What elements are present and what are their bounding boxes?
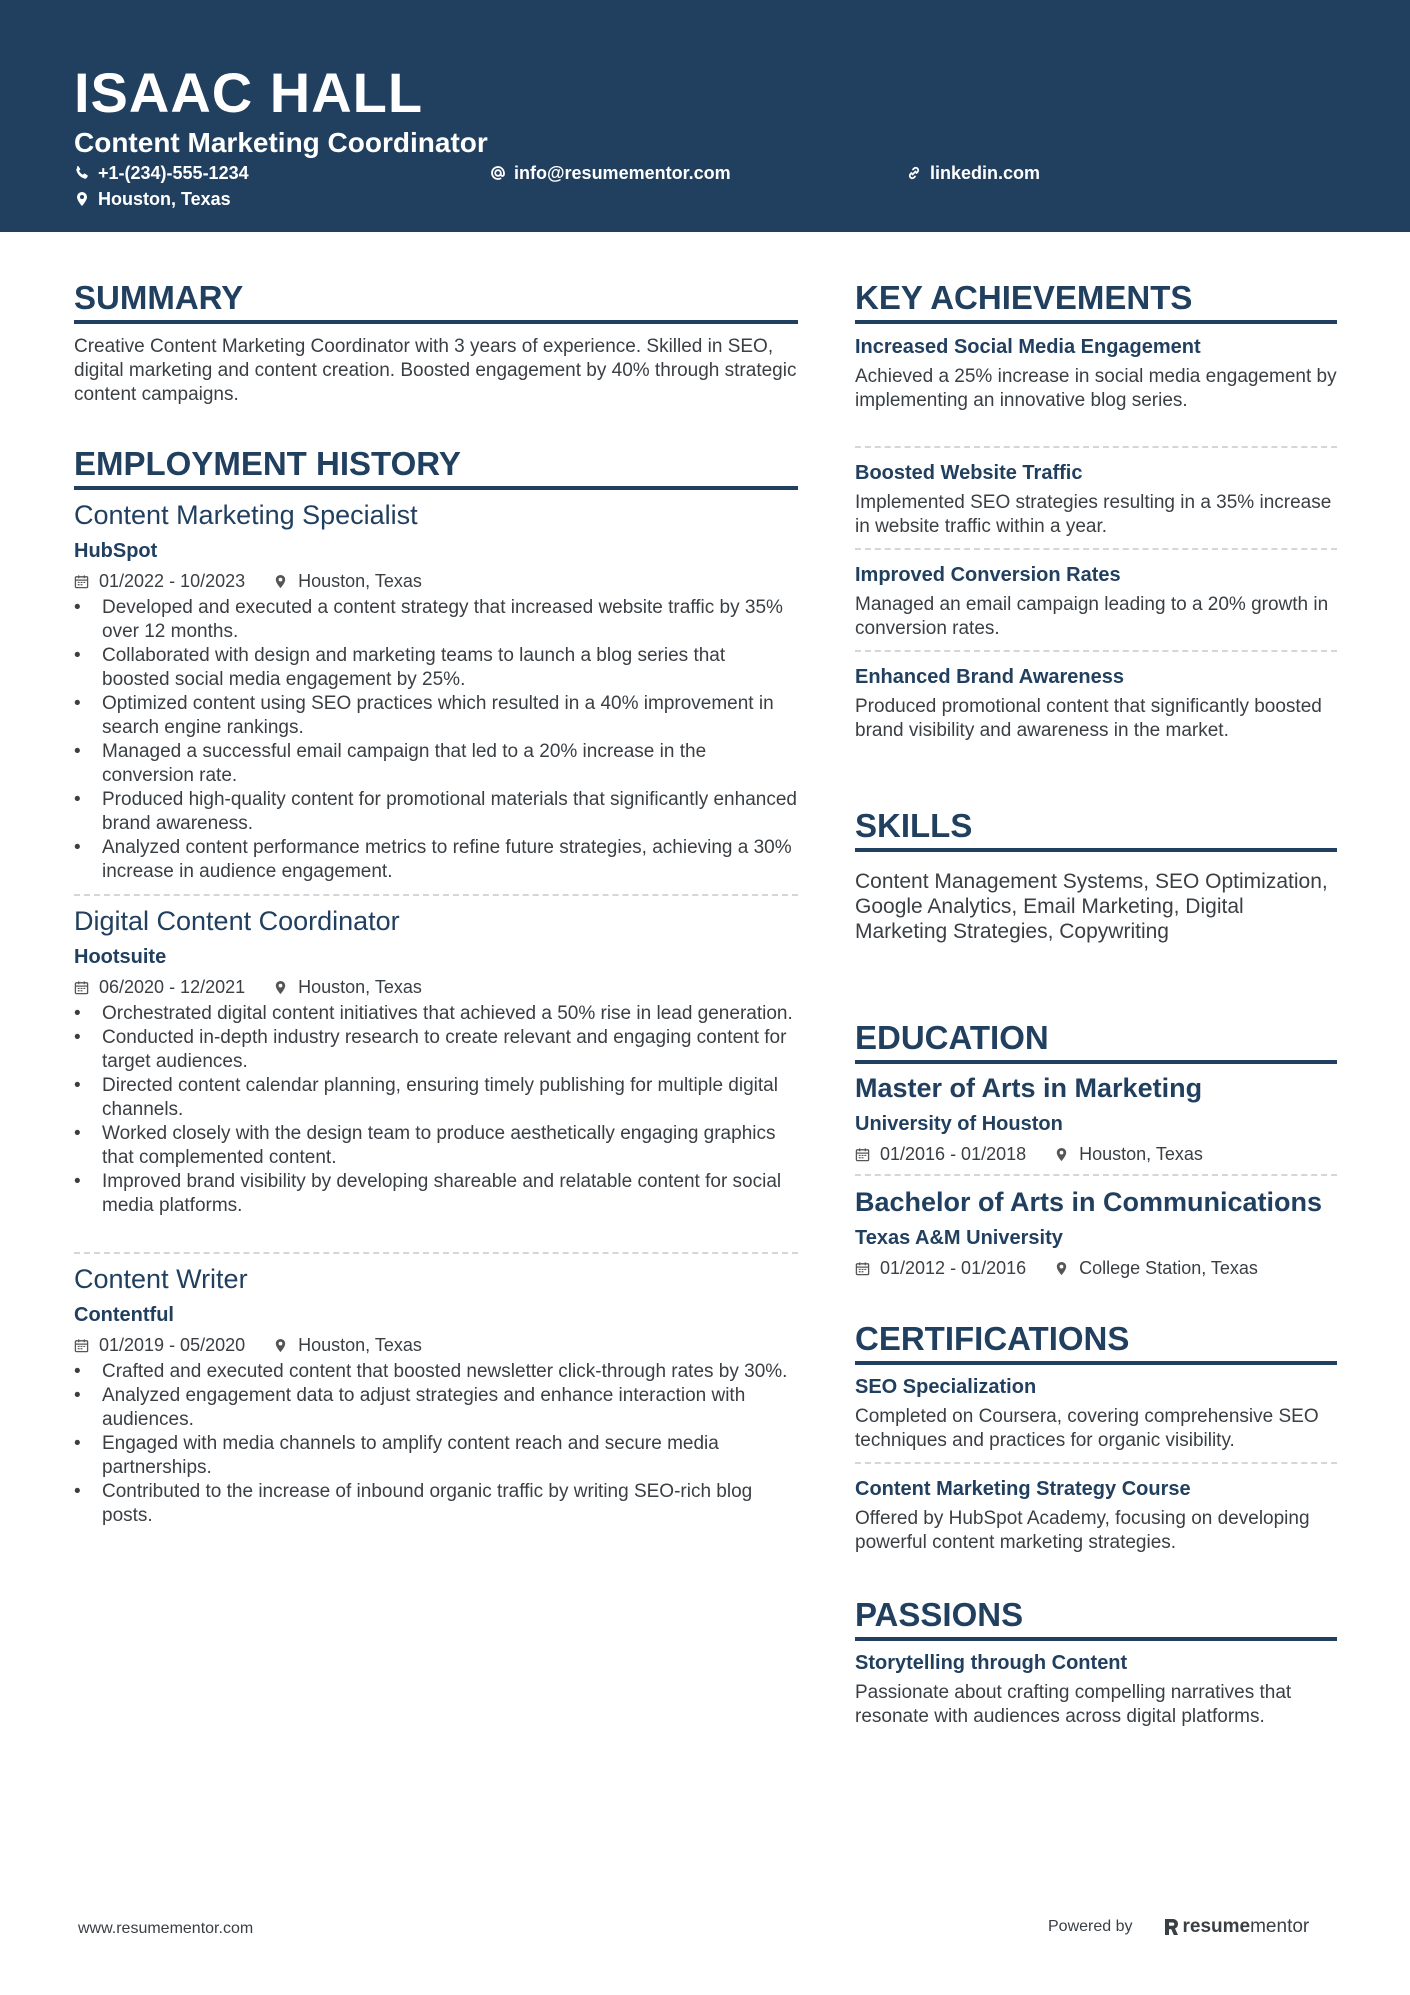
brand-logo[interactable] <box>1163 1916 1310 1938</box>
divider <box>74 1252 798 1254</box>
linkedin-text: linkedin.com <box>930 163 1041 183</box>
job-dates: 01/2019 - 05/2020 <box>99 1335 246 1355</box>
education-heading: EDUCATION <box>855 1018 1337 1064</box>
education-degree: Bachelor of Arts in Communications <box>855 1187 1323 1217</box>
job-location-text: Houston, Texas <box>298 571 422 591</box>
list-item: • Analyzed engagement data to adjust strategies and enhance interaction with audiences. <box>74 1384 798 1432</box>
resume-header <box>0 0 1410 232</box>
achievement-text: Achieved a 25% increase in social media engagement by implementing an innovative blog series. <box>855 366 1337 411</box>
job-meta <box>74 975 422 999</box>
job-bullets <box>74 1360 798 1528</box>
calendar-icon <box>74 574 89 589</box>
list-item: • Contributed to the increase of inbound organic traffic by writing SEO-rich blog posts. <box>74 1480 798 1528</box>
divider <box>855 1174 1337 1176</box>
location-pin-icon <box>74 191 90 207</box>
list-item: • Conducted in-depth industry research to create relevant and engaging content for target audiences. <box>74 1026 798 1074</box>
passion-text: Passionate about crafting compelling narratives that resonate with audiences across digital platforms. <box>855 1682 1292 1727</box>
education-location <box>1054 1142 1203 1166</box>
certification-title: SEO Specialization <box>855 1376 1037 1398</box>
achievement-text: Produced promotional content that significantly boosted brand visibility and awareness in the market. <box>855 696 1322 741</box>
certification-title: Content Marketing Strategy Course <box>855 1478 1191 1500</box>
list-item: • Collaborated with design and marketing teams to launch a blog series that boosted social media engagement by 25%. <box>74 644 798 692</box>
location-pin-icon <box>1054 1147 1069 1162</box>
achievement-title: Boosted Website Traffic <box>855 462 1083 484</box>
divider <box>855 446 1337 448</box>
job-role: Digital Content Coordinator <box>74 906 400 936</box>
calendar-icon <box>74 980 89 995</box>
job-dates: 06/2020 - 12/2021 <box>99 977 246 997</box>
job-dates: 01/2022 - 10/2023 <box>99 571 246 591</box>
divider <box>855 650 1337 652</box>
job-bullets <box>74 1002 798 1218</box>
location-pin-icon <box>273 1338 288 1353</box>
footer-website[interactable]: www.resumementor.com <box>78 1920 254 1937</box>
list-item: • Developed and executed a content strategy that increased website traffic by 35% over 12 months. <box>74 596 798 644</box>
skills-text: Content Management Systems, SEO Optimization, Google Analytics, Email Marketing, Digital Marketing Strategies, Copywriting <box>855 870 1328 943</box>
location-pin-icon <box>1054 1261 1069 1276</box>
location-pin-icon <box>273 980 288 995</box>
certifications-heading: CERTIFICATIONS <box>855 1319 1337 1365</box>
education-degree: Master of Arts in Marketing <box>855 1073 1203 1103</box>
job-meta <box>74 569 422 593</box>
passions-heading: PASSIONS <box>855 1595 1337 1641</box>
summary-text: Creative Content Marketing Coordinator with 3 years of experience. Skilled in SEO, digital marketing and content creation. Boosted engagement by 40% through strategic content campaigns. <box>74 336 797 405</box>
education-location <box>1054 1256 1258 1280</box>
job-location-text: Houston, Texas <box>298 1335 422 1355</box>
job-role: Content Marketing Specialist <box>74 500 418 530</box>
phone-text: +1-(234)-555-1234 <box>98 163 249 183</box>
calendar-icon <box>74 1338 89 1353</box>
phone-icon <box>74 165 90 181</box>
job-location <box>273 975 422 999</box>
list-item: • Produced high-quality content for promotional materials that significantly enhanced brand awareness. <box>74 788 798 836</box>
summary-heading: SUMMARY <box>74 278 798 324</box>
calendar-icon <box>855 1261 870 1276</box>
list-item: • Optimized content using SEO practices which resulted in a 40% improvement in search engine rankings. <box>74 692 798 740</box>
job-location <box>273 1333 422 1357</box>
achievement-text: Managed an email campaign leading to a 20% growth in conversion rates. <box>855 594 1329 639</box>
link-icon <box>906 165 922 181</box>
candidate-title: Content Marketing Coordinator <box>74 127 488 158</box>
divider <box>74 894 798 896</box>
job-role: Content Writer <box>74 1264 248 1294</box>
location-text: Houston, Texas <box>98 189 231 209</box>
job-company: Hootsuite <box>74 946 167 968</box>
education-school: University of Houston <box>855 1113 1063 1135</box>
achievement-title: Enhanced Brand Awareness <box>855 666 1124 688</box>
email-text: info@resumementor.com <box>514 163 731 183</box>
calendar-icon <box>855 1147 870 1162</box>
footer-powered-by <box>1048 1916 1309 1938</box>
list-item: • Crafted and executed content that boosted newsletter click-through rates by 30%. <box>74 1360 798 1384</box>
employment-heading: EMPLOYMENT HISTORY <box>74 444 798 490</box>
certification-text: Offered by HubSpot Academy, focusing on developing powerful content marketing strategies. <box>855 1508 1310 1553</box>
location-pin-icon <box>273 574 288 589</box>
brand-name-bold: resume <box>1182 1916 1251 1937</box>
education-dates: 01/2016 - 01/2018 <box>880 1144 1027 1164</box>
contact-email[interactable] <box>490 161 731 185</box>
divider <box>855 1462 1337 1464</box>
list-item: • Directed content calendar planning, ensuring timely publishing for multiple digital channels. <box>74 1074 798 1122</box>
job-location-text: Houston, Texas <box>298 977 422 997</box>
candidate-name: ISAAC HALL <box>74 61 424 124</box>
resumementor-logo-icon <box>1163 1918 1179 1936</box>
job-company: HubSpot <box>74 540 158 562</box>
certification-text: Completed on Coursera, covering comprehensive SEO techniques and practices for organic visibility. <box>855 1406 1319 1451</box>
list-item: • Orchestrated digital content initiatives that achieved a 50% rise in lead generation. <box>74 1002 798 1026</box>
skills-heading: SKILLS <box>855 806 1337 852</box>
list-item: • Managed a successful email campaign that led to a 20% increase in the conversion rate. <box>74 740 798 788</box>
achievements-heading: KEY ACHIEVEMENTS <box>855 278 1337 324</box>
divider <box>855 548 1337 550</box>
contact-location <box>74 187 231 211</box>
contact-phone[interactable] <box>74 161 249 185</box>
passion-title: Storytelling through Content <box>855 1652 1128 1674</box>
achievement-title: Improved Conversion Rates <box>855 564 1121 586</box>
education-location-text: College Station, Texas <box>1079 1258 1258 1278</box>
achievement-text: Implemented SEO strategies resulting in a 35% increase in website traffic within a year. <box>855 492 1332 537</box>
job-meta <box>74 1333 422 1357</box>
job-company: Contentful <box>74 1304 174 1326</box>
list-item: • Worked closely with the design team to produce aesthetically engaging graphics that complemented content. <box>74 1122 798 1170</box>
education-school: Texas A&M University <box>855 1227 1063 1249</box>
job-location <box>273 569 422 593</box>
education-dates: 01/2012 - 01/2016 <box>880 1258 1027 1278</box>
list-item: • Engaged with media channels to amplify content reach and secure media partnerships. <box>74 1432 798 1480</box>
education-meta <box>855 1142 1203 1166</box>
powered-by-label: Powered by <box>1048 1918 1133 1935</box>
at-icon <box>490 165 506 181</box>
list-item: • Analyzed content performance metrics to refine future strategies, achieving a 30% increase in audience engagement. <box>74 836 798 884</box>
education-meta <box>855 1256 1258 1280</box>
job-bullets <box>74 596 798 884</box>
education-location-text: Houston, Texas <box>1079 1144 1203 1164</box>
brand-name-light: mentor <box>1250 1916 1310 1937</box>
contact-linkedin[interactable] <box>906 161 1040 185</box>
achievement-title: Increased Social Media Engagement <box>855 336 1201 358</box>
list-item: • Improved brand visibility by developing shareable and relatable content for social media platforms. <box>74 1170 798 1218</box>
